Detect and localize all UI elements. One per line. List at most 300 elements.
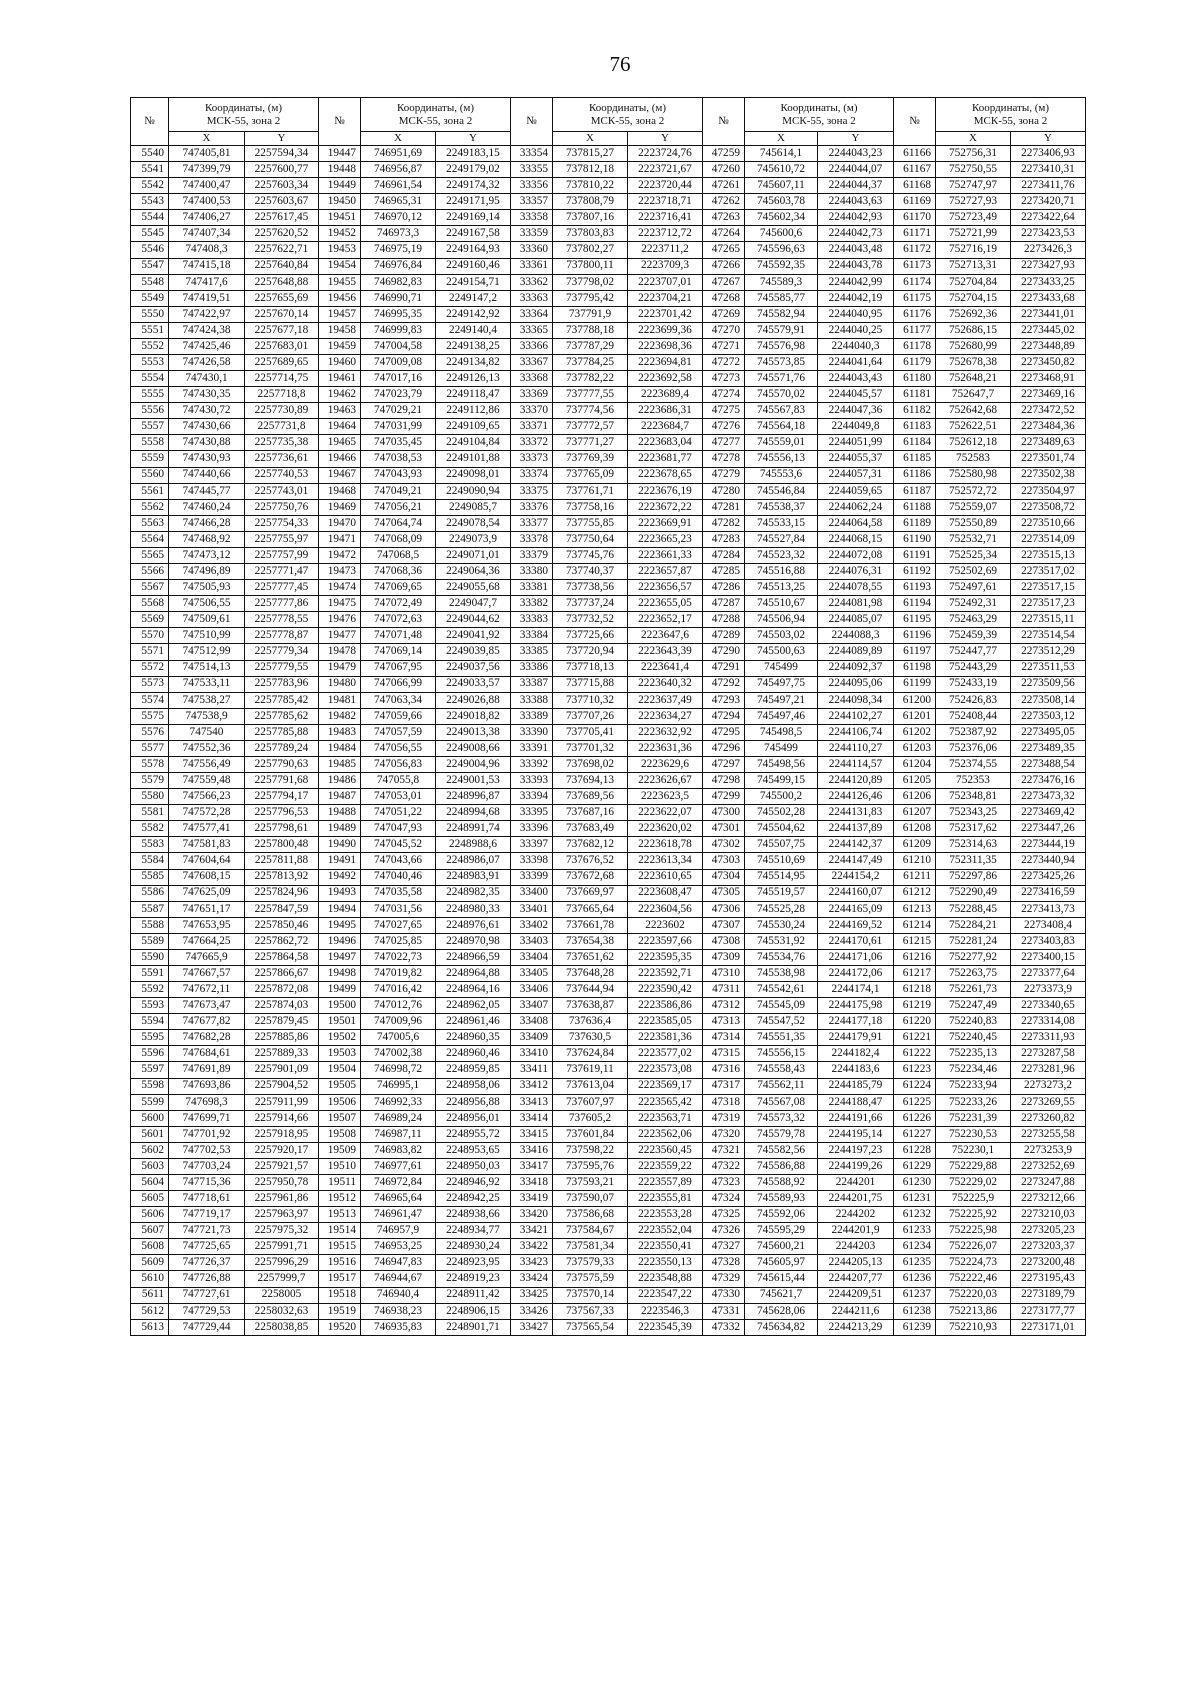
table-row: [131, 1110, 1086, 1126]
point-number-cell: 19520: [319, 1319, 361, 1335]
y-coordinate-cell: 2273501,74: [1011, 451, 1086, 467]
x-coordinate-cell: 747665,9: [169, 949, 245, 965]
point-number-cell: 5607: [131, 1223, 169, 1239]
x-coordinate-cell: 747691,89: [169, 1062, 245, 1078]
x-coordinate-cell: 745545,09: [745, 998, 818, 1014]
x-coordinate-cell: 752502,69: [936, 564, 1011, 580]
y-coordinate-cell: 2249164,93: [436, 242, 511, 258]
x-coordinate-cell: 737613,04: [553, 1078, 628, 1094]
y-coordinate-cell: 2223699,36: [628, 322, 703, 338]
y-coordinate-cell: 2257961,86: [245, 1191, 319, 1207]
point-number-cell: 5554: [131, 371, 169, 387]
point-number-cell: 47276: [703, 419, 745, 435]
x-coordinate-cell: 752226,07: [936, 1239, 1011, 1255]
y-coordinate-cell: 2223550,41: [628, 1239, 703, 1255]
y-coordinate-cell: 2223545,39: [628, 1319, 703, 1335]
x-coordinate-cell: 747540: [169, 724, 245, 740]
x-coordinate-cell: 747066,99: [361, 676, 436, 692]
y-coordinate-cell: 2257740,53: [245, 467, 319, 483]
point-number-cell: 33417: [511, 1158, 553, 1174]
x-coordinate-cell: 747721,73: [169, 1223, 245, 1239]
table-row: [131, 1255, 1086, 1271]
x-coordinate-cell: 752433,19: [936, 676, 1011, 692]
x-coordinate-cell: 747038,53: [361, 451, 436, 467]
point-number-cell: 33359: [511, 226, 553, 242]
y-coordinate-cell: 2257779,55: [245, 660, 319, 676]
table-row: [131, 1078, 1086, 1094]
y-coordinate-cell: 2249174,32: [436, 178, 511, 194]
y-coordinate-cell: 2248960,46: [436, 1046, 511, 1062]
x-coordinate-cell: 737607,97: [553, 1094, 628, 1110]
y-coordinate-cell: 2244059,65: [818, 483, 894, 499]
table-row: [131, 869, 1086, 885]
point-number-cell: 33399: [511, 869, 553, 885]
x-coordinate-cell: 745527,84: [745, 531, 818, 547]
point-number-cell: 33377: [511, 515, 553, 531]
y-coordinate-cell: 2244042,99: [818, 274, 894, 290]
point-number-cell: 47281: [703, 499, 745, 515]
y-coordinate-cell: 2273433,25: [1011, 274, 1086, 290]
x-coordinate-cell: 745596,63: [745, 242, 818, 258]
table-row: [131, 949, 1086, 965]
x-coordinate-cell: 752229,02: [936, 1175, 1011, 1191]
point-number-cell: 33370: [511, 403, 553, 419]
point-number-cell: 19470: [319, 515, 361, 531]
x-coordinate-cell: 747664,25: [169, 933, 245, 949]
point-number-cell: 33398: [511, 853, 553, 869]
x-coordinate-cell: 747056,83: [361, 756, 436, 772]
point-number-cell: 5590: [131, 949, 169, 965]
x-coordinate-cell: 752353: [936, 773, 1011, 789]
y-coordinate-cell: 2257777,86: [245, 596, 319, 612]
y-coordinate-cell: 2244147,49: [818, 853, 894, 869]
y-coordinate-cell: 2223559,22: [628, 1158, 703, 1174]
x-coordinate-cell: 747726,37: [169, 1255, 245, 1271]
y-coordinate-cell: 2257785,62: [245, 708, 319, 724]
point-number-cell: 61223: [894, 1062, 936, 1078]
point-number-cell: 61192: [894, 564, 936, 580]
x-coordinate-cell: 745499: [745, 740, 818, 756]
point-number-cell: 47292: [703, 676, 745, 692]
x-coordinate-cell: 746953,25: [361, 1239, 436, 1255]
y-coordinate-cell: 2257794,17: [245, 789, 319, 805]
y-coordinate-cell: 2248959,85: [436, 1062, 511, 1078]
page-number: 76: [609, 52, 631, 76]
point-number-cell: 47285: [703, 564, 745, 580]
point-number-cell: 5561: [131, 483, 169, 499]
point-number-cell: 47308: [703, 933, 745, 949]
number-column-header: №: [894, 98, 936, 146]
point-number-cell: 33367: [511, 355, 553, 371]
x-coordinate-cell: 745498,56: [745, 756, 818, 772]
y-coordinate-cell: 2249033,57: [436, 676, 511, 692]
y-coordinate-cell: 2273422,64: [1011, 210, 1086, 226]
y-coordinate-cell: 2273269,55: [1011, 1094, 1086, 1110]
y-coordinate-cell: 2257824,96: [245, 885, 319, 901]
y-coordinate-cell: 2248955,72: [436, 1126, 511, 1142]
x-coordinate-cell: 737769,39: [553, 451, 628, 467]
y-coordinate-cell: 2249073,9: [436, 531, 511, 547]
y-coordinate-cell: 2249142,92: [436, 306, 511, 322]
y-coordinate-cell: 2273469,42: [1011, 805, 1086, 821]
point-number-cell: 19518: [319, 1287, 361, 1303]
x-coordinate-cell: 747016,42: [361, 982, 436, 998]
point-number-cell: 61200: [894, 692, 936, 708]
table-header: [131, 98, 1086, 146]
table-row: [131, 773, 1086, 789]
y-coordinate-cell: 2273314,08: [1011, 1014, 1086, 1030]
x-coordinate-cell: 745579,91: [745, 322, 818, 338]
x-coordinate-cell: 737638,87: [553, 998, 628, 1014]
x-coordinate-cell: 745603,78: [745, 194, 818, 210]
y-coordinate-cell: 2273489,63: [1011, 435, 1086, 451]
y-coordinate-cell: 2257785,88: [245, 724, 319, 740]
point-number-cell: 61212: [894, 885, 936, 901]
point-number-cell: 19468: [319, 483, 361, 499]
point-number-cell: 61238: [894, 1303, 936, 1319]
point-number-cell: 47269: [703, 306, 745, 322]
y-coordinate-cell: 2273469,16: [1011, 387, 1086, 403]
point-number-cell: 61184: [894, 435, 936, 451]
y-coordinate-cell: 2244188,47: [818, 1094, 894, 1110]
y-coordinate-cell: 2273448,89: [1011, 338, 1086, 354]
point-number-cell: 19501: [319, 1014, 361, 1030]
x-coordinate-cell: 745582,94: [745, 306, 818, 322]
point-number-cell: 5542: [131, 178, 169, 194]
y-coordinate-cell: 2223724,76: [628, 146, 703, 162]
point-number-cell: 61177: [894, 322, 936, 338]
y-coordinate-cell: 2257918,95: [245, 1126, 319, 1142]
x-coordinate-cell: 752727,93: [936, 194, 1011, 210]
y-coordinate-cell: 2223592,71: [628, 965, 703, 981]
point-number-cell: 5601: [131, 1126, 169, 1142]
point-number-cell: 47287: [703, 596, 745, 612]
y-coordinate-cell: 2249183,15: [436, 146, 511, 162]
x-coordinate-cell: 746975,19: [361, 242, 436, 258]
point-number-cell: 19462: [319, 387, 361, 403]
x-coordinate-cell: 746940,4: [361, 1287, 436, 1303]
y-coordinate-cell: 2223553,28: [628, 1207, 703, 1223]
x-coordinate-cell: 747468,92: [169, 531, 245, 547]
x-coordinate-cell: 745503,02: [745, 628, 818, 644]
point-number-cell: 5591: [131, 965, 169, 981]
point-number-cell: 47321: [703, 1142, 745, 1158]
x-coordinate-cell: 745595,29: [745, 1223, 818, 1239]
point-number-cell: 61231: [894, 1191, 936, 1207]
x-coordinate-cell: 752408,44: [936, 708, 1011, 724]
table-row: [131, 821, 1086, 837]
x-coordinate-cell: 752704,84: [936, 274, 1011, 290]
y-coordinate-cell: 2223631,36: [628, 740, 703, 756]
y-coordinate-cell: 2257677,18: [245, 322, 319, 338]
point-number-cell: 61203: [894, 740, 936, 756]
y-coordinate-cell: 2249055,68: [436, 580, 511, 596]
coordinate-zone-label: МСК-55, зона 2: [398, 114, 473, 127]
x-coordinate-cell: 737665,64: [553, 901, 628, 917]
x-coordinate-cell: 745499,15: [745, 773, 818, 789]
point-number-cell: 47277: [703, 435, 745, 451]
y-coordinate-cell: 2273476,16: [1011, 773, 1086, 789]
x-coordinate-cell: 752459,39: [936, 628, 1011, 644]
x-coordinate-cell: 752463,29: [936, 612, 1011, 628]
y-coordinate-cell: 2223707,01: [628, 274, 703, 290]
x-coordinate-cell: 737630,5: [553, 1030, 628, 1046]
x-coordinate-cell: 752443,29: [936, 660, 1011, 676]
y-coordinate-cell: 2248942,25: [436, 1191, 511, 1207]
x-coordinate-cell: 747009,96: [361, 1014, 436, 1030]
y-coordinate-cell: 2223590,42: [628, 982, 703, 998]
x-coordinate-cell: 737774,56: [553, 403, 628, 419]
y-coordinate-cell: 2223560,45: [628, 1142, 703, 1158]
point-number-cell: 19447: [319, 146, 361, 162]
y-coordinate-cell: 2257885,86: [245, 1030, 319, 1046]
point-number-cell: 19484: [319, 740, 361, 756]
table-row: [131, 1030, 1086, 1046]
point-number-cell: 5611: [131, 1287, 169, 1303]
y-coordinate-cell: 2249037,56: [436, 660, 511, 676]
y-coordinate-cell: 2248991,74: [436, 821, 511, 837]
x-coordinate-cell: 747407,34: [169, 226, 245, 242]
point-number-cell: 61166: [894, 146, 936, 162]
point-number-cell: 19513: [319, 1207, 361, 1223]
x-coordinate-cell: 752210,93: [936, 1319, 1011, 1335]
x-coordinate-cell: 737710,32: [553, 692, 628, 708]
x-coordinate-cell: 745506,94: [745, 612, 818, 628]
point-number-cell: 5552: [131, 338, 169, 354]
y-coordinate-cell: 2257791,68: [245, 773, 319, 789]
point-number-cell: 47296: [703, 740, 745, 756]
x-coordinate-cell: 752374,55: [936, 756, 1011, 772]
point-number-cell: 61202: [894, 724, 936, 740]
point-number-cell: 19487: [319, 789, 361, 805]
coordinates-column-header: [361, 98, 511, 132]
point-number-cell: 47279: [703, 467, 745, 483]
x-coordinate-cell: 737598,22: [553, 1142, 628, 1158]
y-coordinate-cell: 2273515,11: [1011, 612, 1086, 628]
point-number-cell: 47260: [703, 162, 745, 178]
x-coordinate-cell: 747509,61: [169, 612, 245, 628]
point-number-cell: 33405: [511, 965, 553, 981]
point-number-cell: 61198: [894, 660, 936, 676]
point-number-cell: 33366: [511, 338, 553, 354]
point-number-cell: 61170: [894, 210, 936, 226]
point-number-cell: 33358: [511, 210, 553, 226]
x-coordinate-cell: 746972,84: [361, 1175, 436, 1191]
y-coordinate-cell: 2273515,13: [1011, 547, 1086, 563]
point-number-cell: 5572: [131, 660, 169, 676]
x-coordinate-cell: 737636,4: [553, 1014, 628, 1030]
point-number-cell: 33391: [511, 740, 553, 756]
x-coordinate-cell: 745553,6: [745, 467, 818, 483]
point-number-cell: 19454: [319, 258, 361, 274]
x-coordinate-cell: 745533,15: [745, 515, 818, 531]
point-number-cell: 47261: [703, 178, 745, 194]
x-coordinate-cell: 745585,77: [745, 290, 818, 306]
x-coordinate-cell: 747408,3: [169, 242, 245, 258]
point-number-cell: 33422: [511, 1239, 553, 1255]
y-coordinate-cell: 2223657,87: [628, 564, 703, 580]
x-coordinate-cell: 752235,13: [936, 1046, 1011, 1062]
x-coordinate-cell: 746935,83: [361, 1319, 436, 1335]
x-coordinate-cell: 752314,63: [936, 837, 1011, 853]
x-column-header: X: [361, 132, 436, 146]
point-number-cell: 33400: [511, 885, 553, 901]
y-coordinate-cell: 2244174,1: [818, 982, 894, 998]
y-coordinate-cell: 2273425,26: [1011, 869, 1086, 885]
y-coordinate-cell: 2273410,31: [1011, 162, 1086, 178]
x-coordinate-cell: 737694,13: [553, 773, 628, 789]
x-coordinate-cell: 747505,93: [169, 580, 245, 596]
point-number-cell: 47273: [703, 371, 745, 387]
x-coordinate-cell: 747022,73: [361, 949, 436, 965]
point-number-cell: 47299: [703, 789, 745, 805]
y-coordinate-cell: 2273252,69: [1011, 1158, 1086, 1174]
y-coordinate-cell: 2223552,04: [628, 1223, 703, 1239]
point-number-cell: 19519: [319, 1303, 361, 1319]
x-coordinate-cell: 747651,17: [169, 901, 245, 917]
y-coordinate-cell: 2273205,23: [1011, 1223, 1086, 1239]
y-coordinate-cell: 2244172,06: [818, 965, 894, 981]
y-column-header: Y: [1011, 132, 1086, 146]
y-coordinate-cell: 2244205,13: [818, 1255, 894, 1271]
x-coordinate-cell: 747440,66: [169, 467, 245, 483]
x-coordinate-cell: 747715,36: [169, 1175, 245, 1191]
point-number-cell: 19477: [319, 628, 361, 644]
table-row: [131, 451, 1086, 467]
y-coordinate-cell: 2273212,66: [1011, 1191, 1086, 1207]
x-coordinate-cell: 747069,65: [361, 580, 436, 596]
coordinates-title: Координаты, (м): [971, 101, 1050, 114]
y-coordinate-cell: 2249179,02: [436, 162, 511, 178]
point-number-cell: 47291: [703, 660, 745, 676]
point-number-cell: 47320: [703, 1126, 745, 1142]
x-coordinate-cell: 737750,64: [553, 531, 628, 547]
y-coordinate-cell: 2223684,7: [628, 419, 703, 435]
point-number-cell: 61181: [894, 387, 936, 403]
y-coordinate-cell: 2273408,4: [1011, 917, 1086, 933]
x-coordinate-cell: 737765,09: [553, 467, 628, 483]
x-coordinate-cell: 737689,56: [553, 789, 628, 805]
point-number-cell: 33389: [511, 708, 553, 724]
point-number-cell: 47318: [703, 1094, 745, 1110]
point-number-cell: 47309: [703, 949, 745, 965]
y-coordinate-cell: 2223640,32: [628, 676, 703, 692]
x-coordinate-cell: 737803,83: [553, 226, 628, 242]
table-row: [131, 1175, 1086, 1191]
x-coordinate-cell: 737740,37: [553, 564, 628, 580]
table-row: [131, 644, 1086, 660]
y-coordinate-cell: 2257750,76: [245, 499, 319, 515]
point-number-cell: 19474: [319, 580, 361, 596]
y-coordinate-cell: 2244199,26: [818, 1158, 894, 1174]
table-row: [131, 756, 1086, 772]
x-coordinate-cell: 747430,88: [169, 435, 245, 451]
number-column-header: №: [511, 98, 553, 146]
y-coordinate-cell: 2244042,93: [818, 210, 894, 226]
point-number-cell: 47259: [703, 146, 745, 162]
point-number-cell: 19451: [319, 210, 361, 226]
x-coordinate-cell: 745542,61: [745, 982, 818, 998]
y-column-header: Y: [628, 132, 703, 146]
y-coordinate-cell: 2244211,6: [818, 1303, 894, 1319]
table-row: [131, 580, 1086, 596]
point-number-cell: 33369: [511, 387, 553, 403]
x-coordinate-cell: 745510,69: [745, 853, 818, 869]
x-coordinate-cell: 746990,71: [361, 290, 436, 306]
table-row: [131, 306, 1086, 322]
point-number-cell: 5576: [131, 724, 169, 740]
point-number-cell: 33408: [511, 1014, 553, 1030]
point-number-cell: 5569: [131, 612, 169, 628]
y-coordinate-cell: 2273195,43: [1011, 1271, 1086, 1287]
y-coordinate-cell: 2273189,79: [1011, 1287, 1086, 1303]
point-number-cell: 47313: [703, 1014, 745, 1030]
x-coordinate-cell: 737698,02: [553, 756, 628, 772]
point-number-cell: 33360: [511, 242, 553, 258]
point-number-cell: 61205: [894, 773, 936, 789]
y-coordinate-cell: 2248901,71: [436, 1319, 511, 1335]
point-number-cell: 5556: [131, 403, 169, 419]
y-coordinate-cell: 2248946,92: [436, 1175, 511, 1191]
point-number-cell: 61185: [894, 451, 936, 467]
y-coordinate-cell: 2223634,27: [628, 708, 703, 724]
y-coordinate-cell: 2244142,37: [818, 837, 894, 853]
x-coordinate-cell: 737683,49: [553, 821, 628, 837]
y-coordinate-cell: 2273512,29: [1011, 644, 1086, 660]
point-number-cell: 5605: [131, 1191, 169, 1207]
point-number-cell: 33365: [511, 322, 553, 338]
point-number-cell: 47330: [703, 1287, 745, 1303]
point-number-cell: 61180: [894, 371, 936, 387]
x-coordinate-cell: 745634,82: [745, 1319, 818, 1335]
point-number-cell: 5546: [131, 242, 169, 258]
point-number-cell: 33426: [511, 1303, 553, 1319]
x-coordinate-cell: 747581,83: [169, 837, 245, 853]
y-coordinate-cell: 2223689,4: [628, 387, 703, 403]
point-number-cell: 5588: [131, 917, 169, 933]
x-coordinate-cell: 747506,55: [169, 596, 245, 612]
coordinates-title: Координаты, (м): [780, 101, 858, 114]
x-coordinate-cell: 747682,28: [169, 1030, 245, 1046]
number-column-header: №: [703, 98, 745, 146]
point-number-cell: 47294: [703, 708, 745, 724]
x-coordinate-cell: 747701,92: [169, 1126, 245, 1142]
y-coordinate-cell: 2257683,01: [245, 338, 319, 354]
x-coordinate-cell: 737815,27: [553, 146, 628, 162]
y-coordinate-cell: 2273400,15: [1011, 949, 1086, 965]
y-coordinate-cell: 2257920,17: [245, 1142, 319, 1158]
x-coordinate-cell: 745570,02: [745, 387, 818, 403]
y-coordinate-cell: 2244201,9: [818, 1223, 894, 1239]
y-coordinate-cell: 2223669,91: [628, 515, 703, 531]
x-coordinate-cell: 737745,76: [553, 547, 628, 563]
point-number-cell: 47323: [703, 1175, 745, 1191]
point-number-cell: 5610: [131, 1271, 169, 1287]
y-coordinate-cell: 2257622,71: [245, 242, 319, 258]
y-coordinate-cell: 2223683,04: [628, 435, 703, 451]
x-coordinate-cell: 747068,09: [361, 531, 436, 547]
point-number-cell: 47268: [703, 290, 745, 306]
y-coordinate-cell: 2273340,65: [1011, 998, 1086, 1014]
table-row: [131, 837, 1086, 853]
x-coordinate-cell: 747533,11: [169, 676, 245, 692]
point-number-cell: 47324: [703, 1191, 745, 1207]
y-coordinate-cell: 2223548,88: [628, 1271, 703, 1287]
point-number-cell: 47264: [703, 226, 745, 242]
table-row: [131, 805, 1086, 821]
y-coordinate-cell: 2257655,69: [245, 290, 319, 306]
y-coordinate-cell: 2273441,01: [1011, 306, 1086, 322]
